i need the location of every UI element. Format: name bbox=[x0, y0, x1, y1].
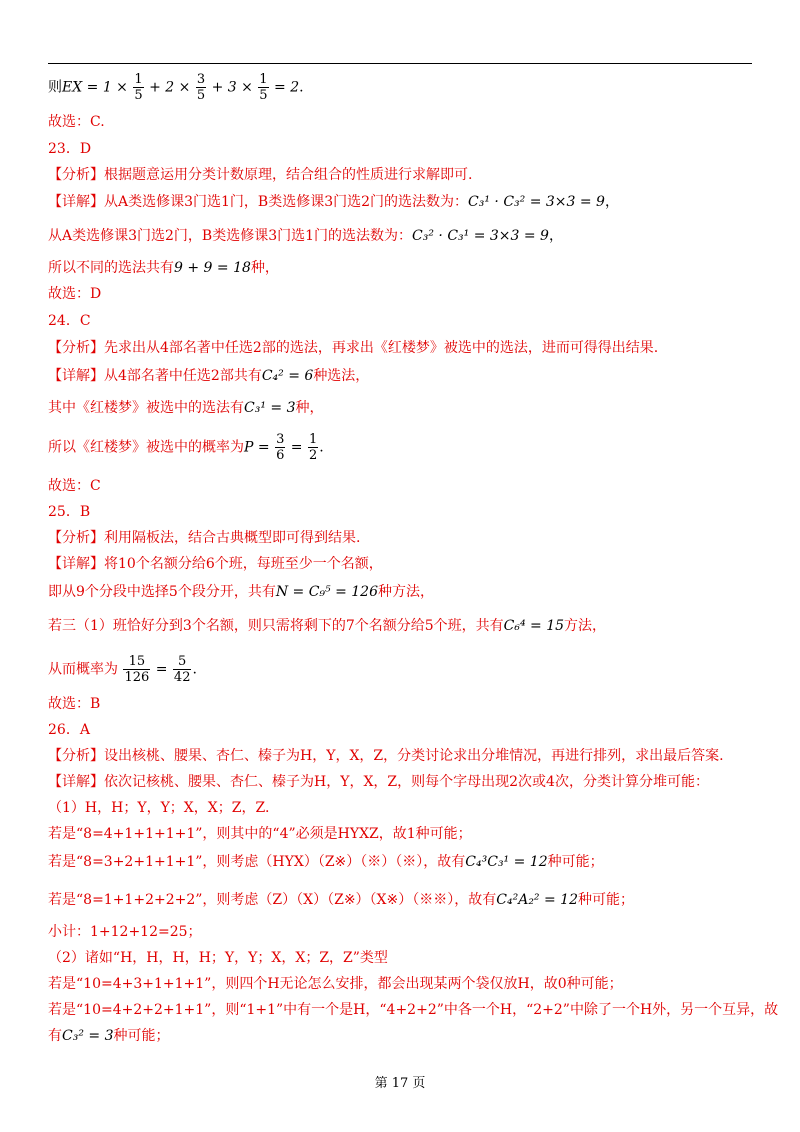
fraction: $\frac{3}{6}$ bbox=[276, 432, 285, 463]
detail-line: 【详解】将10个名额分给6个班，每班至少一个名额， bbox=[48, 556, 383, 572]
detail-line: 【详解】从A类选修课3门选1门，B类选修课3门选2门的选法数为：C₃¹ · C₃² = 3×3 = 9， bbox=[48, 194, 619, 210]
fraction: $\frac{5}{42}$ bbox=[173, 654, 191, 685]
case-line: 若是“10=4+3+1+1+1”，则四个H无论怎么安排，都会出现某两个袋仅放H，故0种可能； bbox=[48, 976, 623, 992]
case-line: 小计：1+12+12=25； bbox=[48, 924, 202, 940]
math-text: + 2 × bbox=[149, 79, 191, 96]
case-line: （2）诸如“H，H，H，H；Y，Y；X，X；Z，Z”类型 bbox=[48, 950, 388, 966]
question-heading: 25．B bbox=[48, 504, 91, 520]
fraction: $\frac{1}{2}$ bbox=[308, 432, 318, 463]
probability-line: 从而概率为 $\frac{15}{126}$ = $\frac{5}{42}$ . bbox=[48, 654, 197, 685]
detail-line: 所以不同的选法共有9 + 9 = 18种， bbox=[48, 260, 279, 276]
math-text: + 3 × bbox=[211, 79, 253, 96]
top-rule bbox=[48, 63, 752, 64]
fraction: $\frac{1}{5}$ bbox=[259, 72, 268, 103]
answer-line: 故选：C. bbox=[48, 114, 105, 130]
case-line: 若是“10=4+2+2+1+1”，则“1+1”中有一个是H，“4+2+2”中各一个H，“2+2”中除了一个H外，另一个互异，故 bbox=[48, 1002, 779, 1018]
detail-line: 即从9个分段中选择5个段分开，共有N = C₉⁵ = 126种方法， bbox=[48, 584, 434, 600]
detail-line: 【详解】依次记核桃、腰果、杏仁、榛子为H，Y，X，Z，则每个字母出现2次或4次，分类计算分堆可能： bbox=[48, 774, 709, 790]
case-line: 若是“8=4+1+1+1+1”，则其中的“4”必须是HYXZ，故1种可能； bbox=[48, 826, 472, 842]
question-heading: 26．A bbox=[48, 722, 90, 738]
analysis-line: 【分析】根据题意运用分类计数原理，结合组合的性质进行求解即可. bbox=[48, 167, 473, 183]
analysis-line: 【分析】利用隔板法，结合古典概型即可得到结果. bbox=[48, 530, 361, 546]
question-heading: 24．C bbox=[48, 313, 91, 329]
detail-line: 其中《红楼梦》被选中的选法有C₃¹ = 3种， bbox=[48, 400, 324, 416]
answer-line: 故选：B bbox=[48, 696, 101, 712]
question-heading: 23．D bbox=[48, 141, 92, 157]
case-line: 若是“8=1+1+2+2+2”，则考虑（Z）（X）（Z※）（X※）（※※），故有C₄²A₂² = 12种可能； bbox=[48, 892, 634, 908]
case-line: （1）H，H；Y，Y；X，X；Z，Z. bbox=[48, 800, 270, 816]
fraction: $\frac{1}{5}$ bbox=[134, 72, 143, 103]
probability-line: 所以《红楼梦》被选中的概率为P = $\frac{3}{6}$ = $\frac{1}{2}$ . bbox=[48, 432, 324, 463]
math-text: EX = 1 × bbox=[62, 79, 128, 96]
analysis-line: 【分析】设出核桃、腰果、杏仁、榛子为H，Y，X，Z，分类讨论求出分堆情况，再进行排列，求出最后答案. bbox=[48, 748, 724, 764]
expectation-line: 则EX = 1 × $\frac{1}{5}$ + 2 × $\frac{3}{5}$ + 3 × $\frac{1}{5}$ = 2. bbox=[48, 72, 304, 103]
detail-line: 若三（1）班恰好分到3个名额，则只需将剩下的7个名额分给5个班，共有C₆⁴ = 15方法， bbox=[48, 618, 607, 634]
answer-line: 故选：D bbox=[48, 286, 102, 302]
detail-line: 从A类选修课3门选2门，B类选修课3门选1门的选法数为：C₃² · C₃¹ = 3×3 = 9， bbox=[48, 228, 563, 244]
fraction: $\frac{15}{126}$ bbox=[124, 654, 150, 685]
detail-line: 【详解】从4部名著中任选2部共有C₄² = 6种选法， bbox=[48, 368, 370, 384]
case-line: 若是“8=3+2+1+1+1”，则考虑（HYX）（Z※）（※）（※），故有C₄³C₃¹ = 12种可能； bbox=[48, 854, 604, 870]
analysis-line: 【分析】先求出从4部名著中任选2部的选法，再求出《红楼梦》被选中的选法，进而可得得出结果. bbox=[48, 340, 659, 356]
page-number: 第 17 页 bbox=[374, 1076, 426, 1091]
fraction: $\frac{3}{5}$ bbox=[196, 72, 206, 103]
math-text: = 2 bbox=[274, 79, 300, 96]
answer-line: 故选：C bbox=[48, 478, 101, 494]
text: 则 bbox=[48, 79, 62, 96]
case-line: 有C₃² = 3种可能； bbox=[48, 1028, 170, 1044]
